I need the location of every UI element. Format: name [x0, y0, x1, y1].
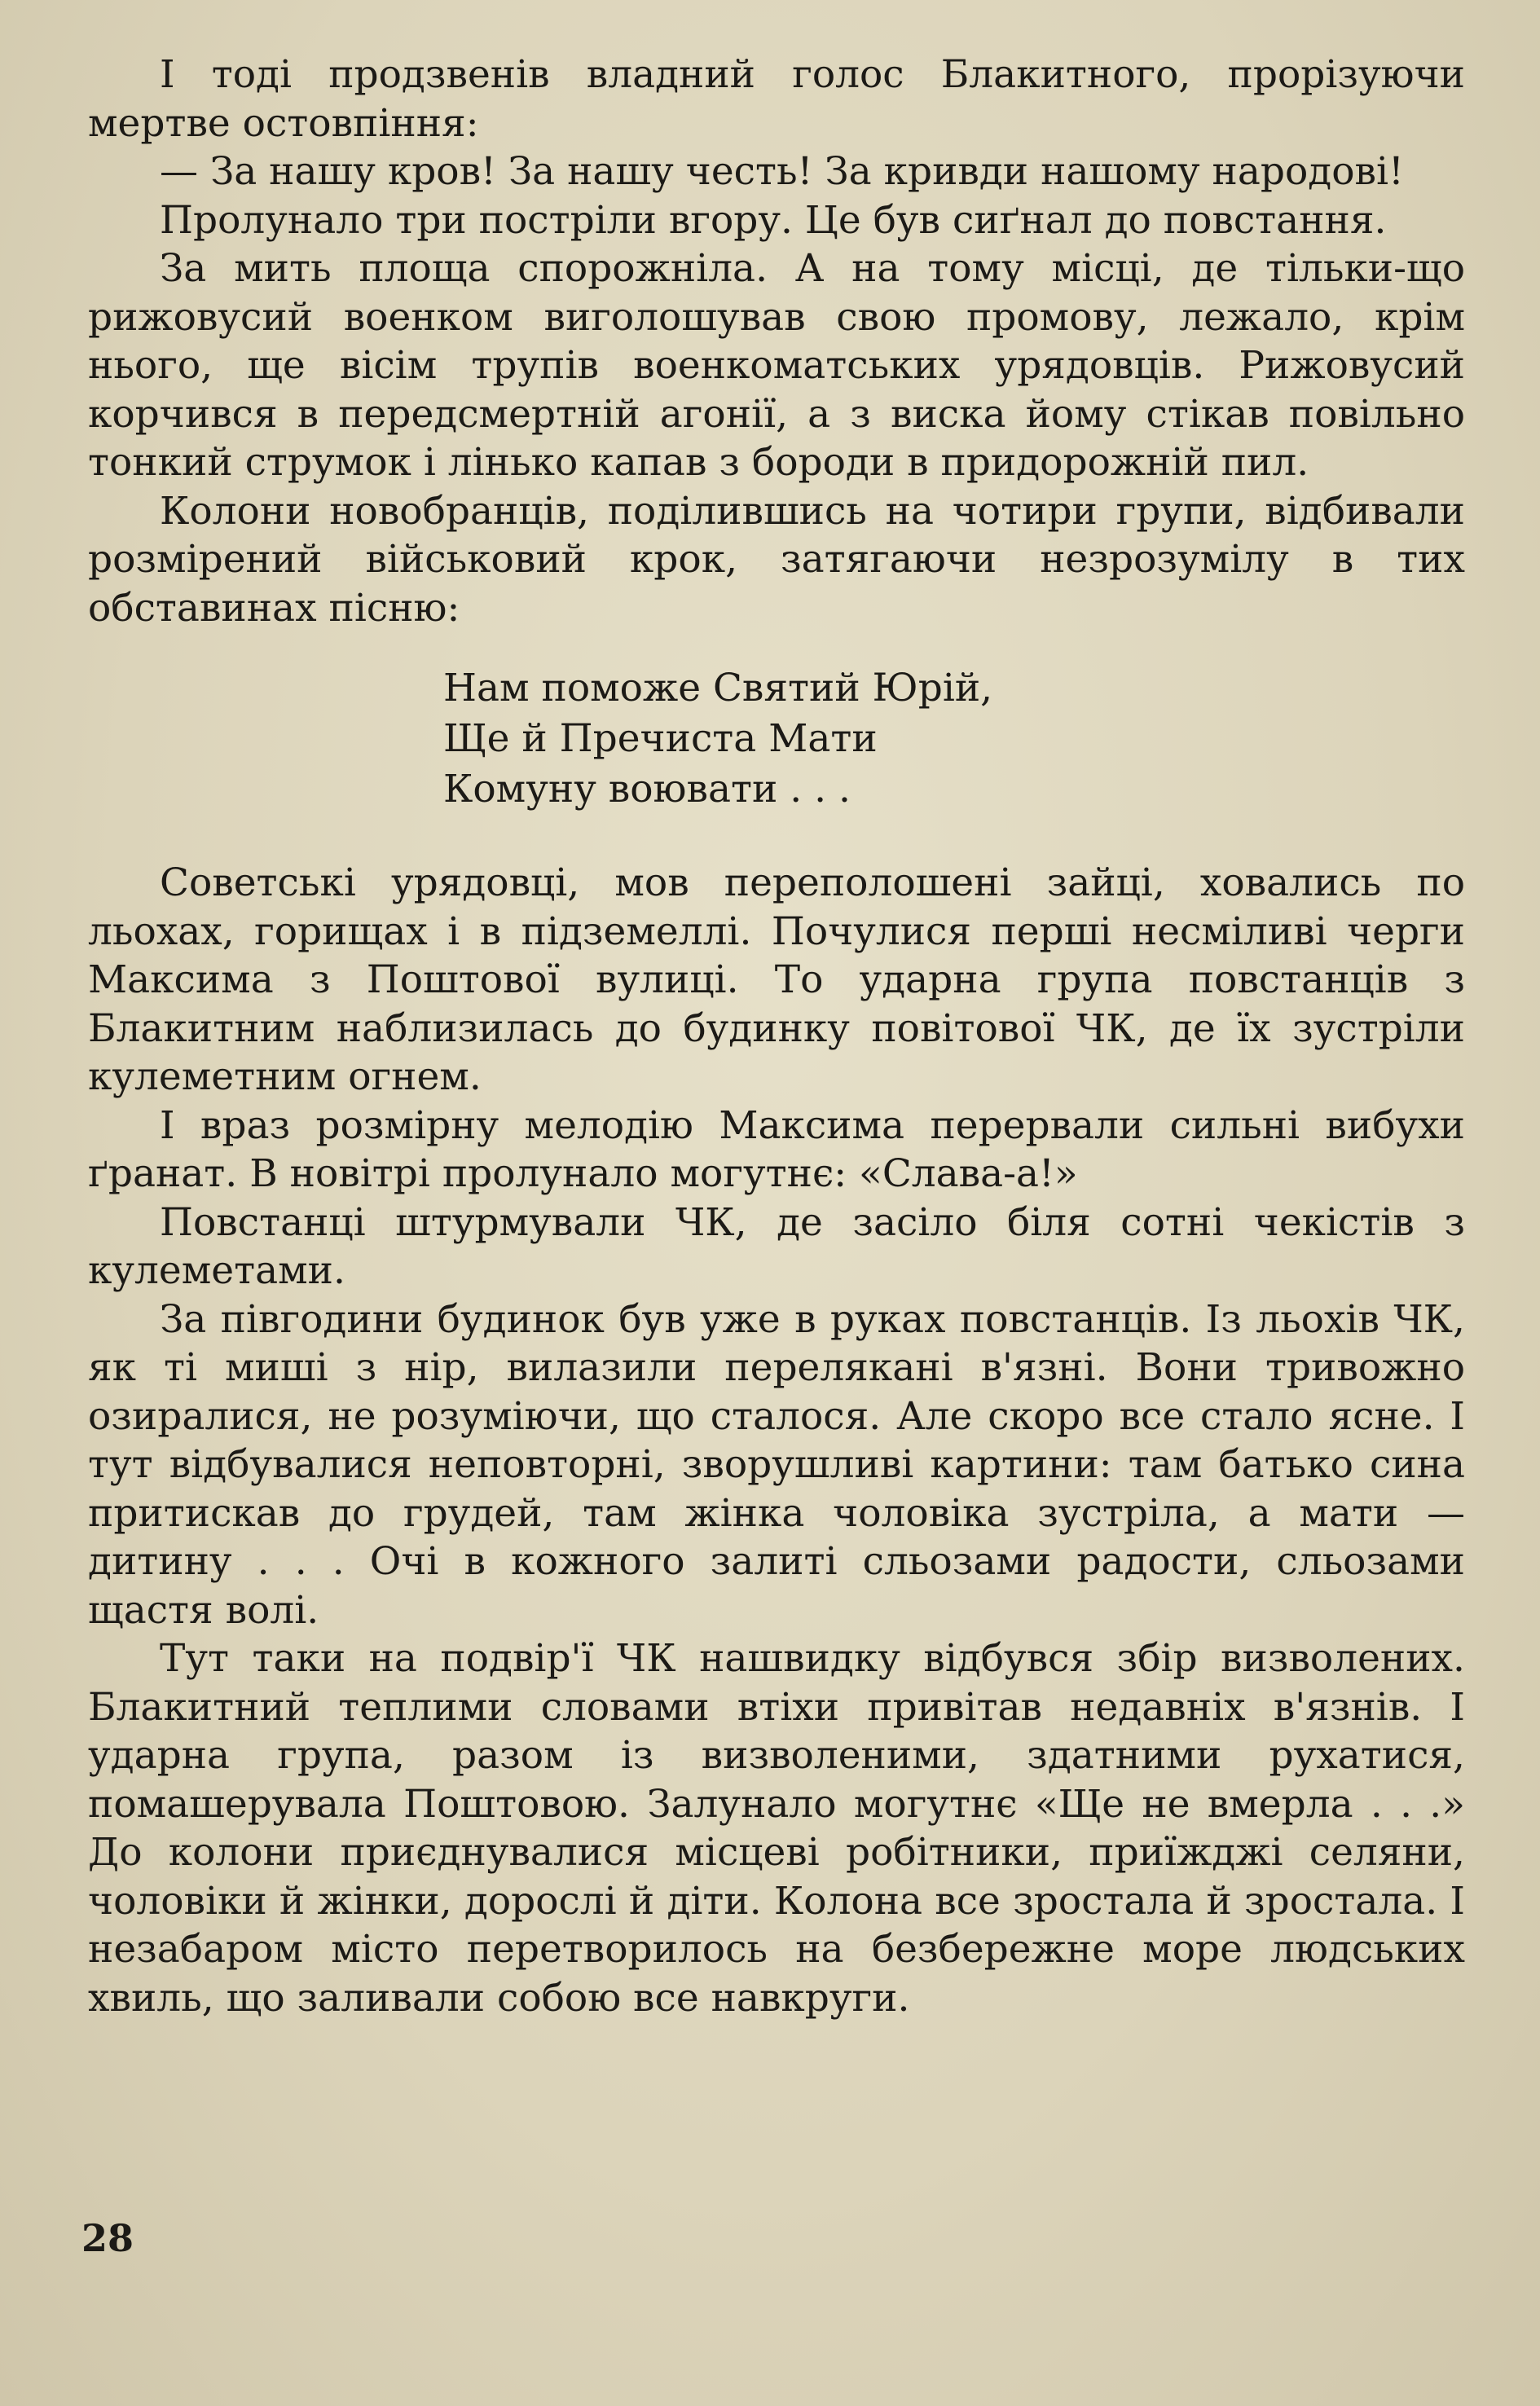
verse-line: Нам поможе Святий Юрій, [443, 666, 993, 710]
verse-line: Ще й Пречиста Мати [443, 716, 878, 761]
page-number: 28 [81, 2216, 134, 2260]
verse [443, 663, 1465, 815]
paragraph: І тоді продзвенів владний голос Блакитного, прорізуючи мертве остовпіння: [88, 52, 1465, 146]
page-text [88, 51, 1465, 2022]
paragraph: За мить площа спорожніла. А на тому місці, де тільки-що рижовусий военком виголошував свою промову, лежало, крім нього, ще вісім трупів военкоматських урядовців. Рижовусий корчився в передсмертній агонії, а з виска йому стікав повільно тонкий струмок і лінько капав з бороди в придорожній пил. [88, 246, 1465, 485]
paragraph: І враз розмірну мелодію Максима перервали сильні вибухи ґранат. В новітрі пролунало могутнє: «Слава-а!» [88, 1102, 1465, 1196]
paragraph: Советські урядовці, мов переполошені зайці, ховались по льохах, горищах і в підземеллі. Почулися перші несміливі черги Максима з Поштової вулиці. То ударна група повстанців з Блакитним наблизилась до будинку повітової ЧК, де їх зустріли кулеметним огнем. [88, 860, 1465, 1099]
paragraph: Колони новобранців, поділившись на чотири групи, відбивали розмірений військовий крок, затягаючи незрозумілу в тих обставинах пісню: [88, 488, 1465, 631]
paragraph: Повстанці штурмували ЧК, де засіло біля сотні чекістів з кулеметами. [88, 1199, 1465, 1293]
paragraph: — За нашу кров! За нашу честь! За кривди нашому народові! [160, 149, 1404, 194]
paragraph: Тут таки на подвір'ї ЧК нашвидку відбувся збір визволених. Блакитний теплими словами втіхи привітав недавніх в'язнів. І ударна група, разом із визволеними, здатними рухатися, помашерувала Поштовою. Залунало могутнє «Ще не вмерла . . .» До колони приєднувалися місцеві робітники, приїжджі селяни, чоловіки й жінки, дорослі й діти. Колона все зростала й зростала. І незабаром місто перетворилось на безбережне море людських хвиль, що заливали собою все навкруги. [88, 1636, 1465, 2021]
paragraph: Пролунало три постріли вгору. Це був сиґнал до повстання. [160, 197, 1387, 243]
paragraph: За півгодини будинок був уже в руках повстанців. Із льохів ЧК, як ті миші з нір, вилазили перелякані в'язні. Вони тривожно озиралися, не розуміючи, що сталося. Але скоро все стало ясне. І тут відбувалися неповторні, зворушливі картини: там батько сина притискав до грудей, там жінка чоловіка зустріла, а мати — дитину . . . Очі в кожного залиті сльозами радости, сльозами щастя волі. [88, 1296, 1465, 1633]
verse-line: Комуну воювати . . . [443, 767, 851, 812]
